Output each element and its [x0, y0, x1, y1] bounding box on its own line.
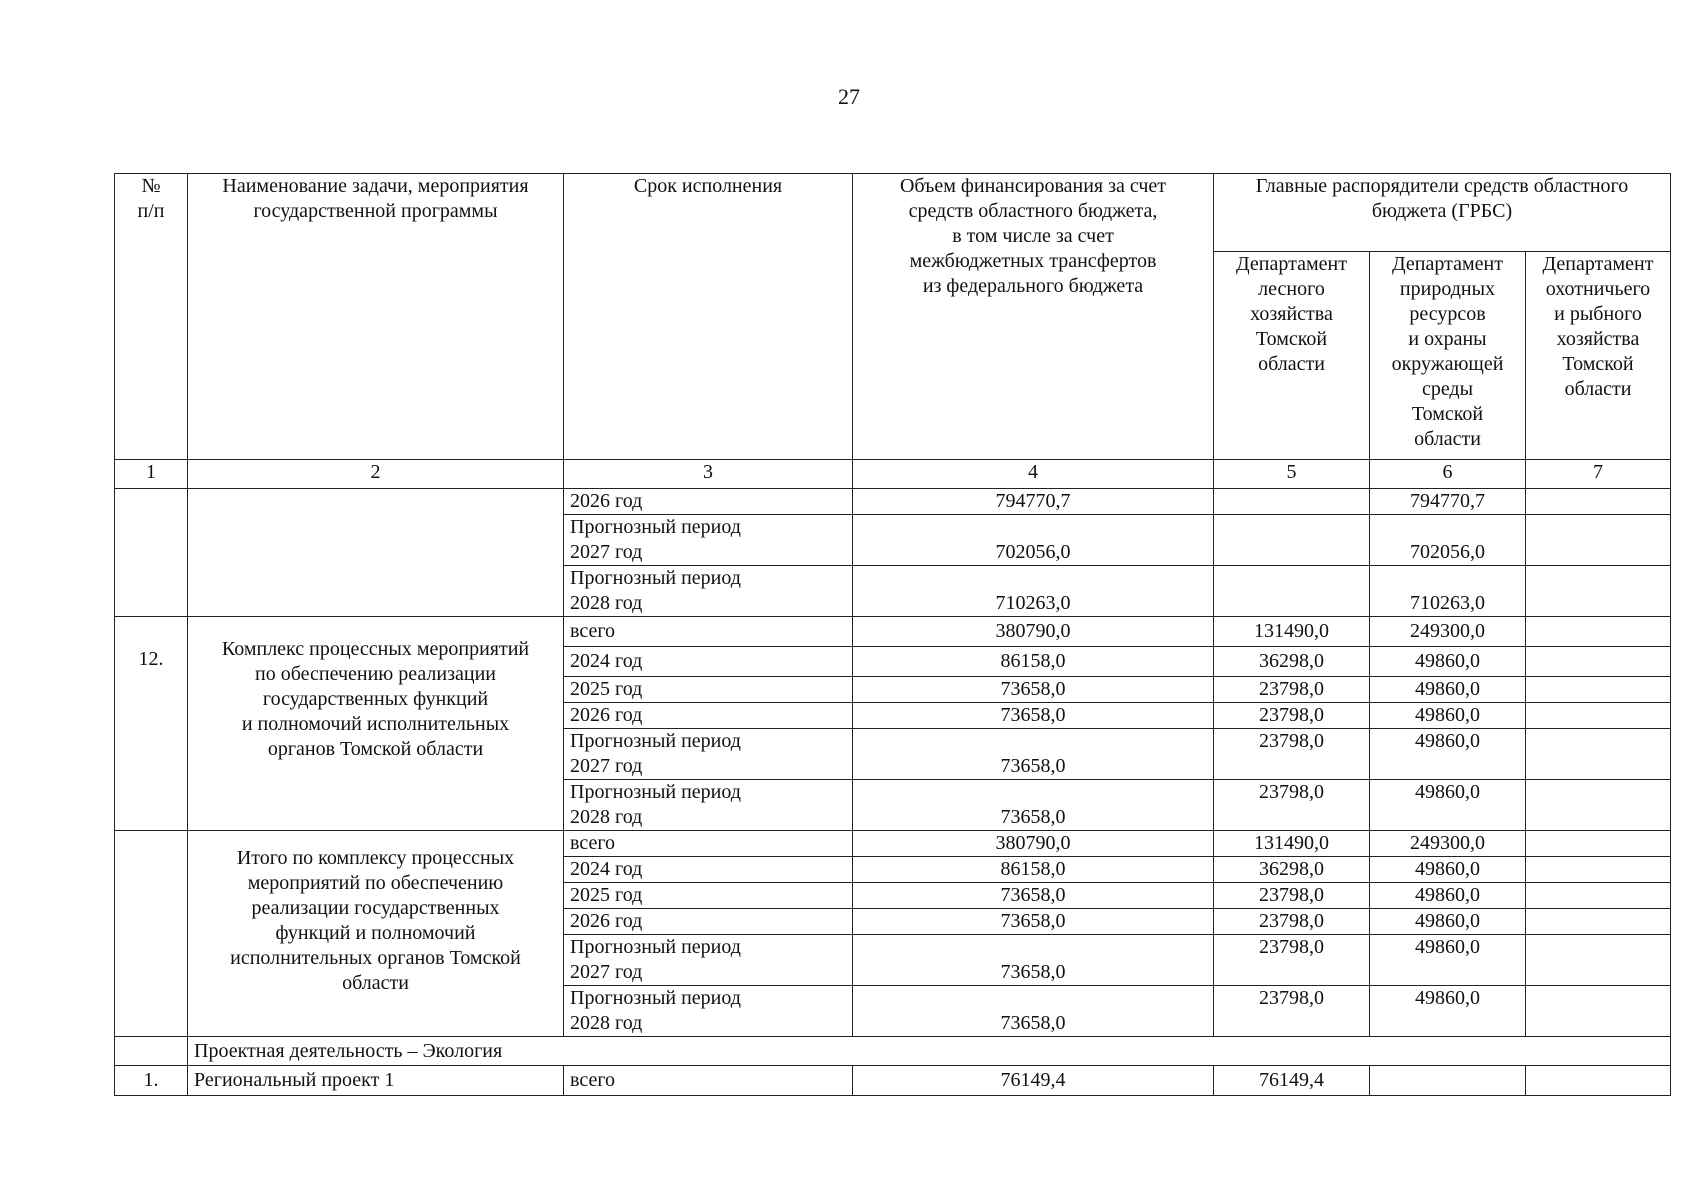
dept-forest-cell: 23798,0	[1214, 935, 1370, 986]
header-funding: Объем финансирования за счет средств областного бюджета, в том числе за счет межбюджетных трансфертов из федерального бюджета	[853, 174, 1214, 460]
dept-forest-cell: 23798,0	[1214, 780, 1370, 831]
column-number: 7	[1526, 460, 1671, 489]
header-row-1	[115, 174, 1671, 252]
period-cell: Прогнозный период 2027 год	[564, 729, 853, 780]
column-number: 4	[853, 460, 1214, 489]
column-number: 6	[1370, 460, 1526, 489]
total-cell: 73658,0	[853, 909, 1214, 935]
dept-hunting-cell	[1526, 935, 1671, 986]
dept-hunting-cell	[1526, 729, 1671, 780]
table-row	[115, 1066, 1671, 1096]
empty-cell	[115, 489, 188, 617]
total-cell: 73658,0	[853, 703, 1214, 729]
column-number: 2	[188, 460, 564, 489]
period-cell: Прогнозный период 2028 год	[564, 986, 853, 1037]
dept-forest-cell: 23798,0	[1214, 883, 1370, 909]
dept-nature-cell: 49860,0	[1370, 986, 1526, 1037]
total-cell: 73658,0	[853, 729, 1214, 780]
dept-nature-cell: 702056,0	[1370, 515, 1526, 566]
empty-cell	[115, 831, 188, 1037]
dept-nature-cell: 794770,7	[1370, 489, 1526, 515]
dept-forest-cell	[1214, 489, 1370, 515]
column-number: 3	[564, 460, 853, 489]
dept-hunting-cell	[1526, 677, 1671, 703]
header-dept-forest: Департамент лесного хозяйства Томской области	[1214, 252, 1370, 460]
period-cell: всего	[564, 831, 853, 857]
dept-hunting-cell	[1526, 647, 1671, 677]
period-cell: Прогнозный период 2028 год	[564, 780, 853, 831]
budget-table	[114, 173, 1671, 1096]
dept-nature-cell: 49860,0	[1370, 883, 1526, 909]
period-cell: Прогнозный период 2028 год	[564, 566, 853, 617]
dept-forest-cell: 76149,4	[1214, 1066, 1370, 1096]
total-cell: 73658,0	[853, 883, 1214, 909]
page-number: 27	[838, 84, 860, 109]
dept-hunting-cell	[1526, 515, 1671, 566]
period-cell: всего	[564, 1066, 853, 1096]
dept-hunting-cell	[1526, 1066, 1671, 1096]
dept-forest-cell: 36298,0	[1214, 857, 1370, 883]
dept-nature-cell: 49860,0	[1370, 703, 1526, 729]
total-cell: 86158,0	[853, 647, 1214, 677]
total-cell: 794770,7	[853, 489, 1214, 515]
dept-hunting-cell	[1526, 780, 1671, 831]
dept-forest-cell: 23798,0	[1214, 909, 1370, 935]
header-dept-nature: Департамент природных ресурсов и охраны окружающей среды Томской области	[1370, 252, 1526, 460]
section-title-row	[115, 1037, 1671, 1066]
total-cell: 86158,0	[853, 857, 1214, 883]
dept-nature-cell: 49860,0	[1370, 935, 1526, 986]
period-cell: 2026 год	[564, 909, 853, 935]
row-number: 1.	[115, 1066, 188, 1096]
dept-hunting-cell	[1526, 566, 1671, 617]
empty-cell	[115, 1037, 188, 1066]
dept-nature-cell: 249300,0	[1370, 617, 1526, 647]
header-dept-hunting: Департамент охотничьего и рыбного хозяйства Томской области	[1526, 252, 1671, 460]
dept-nature-cell: 49860,0	[1370, 909, 1526, 935]
subtotal-name: Итого по комплексу процессных мероприятий по обеспечению реализации государственных функций и полномочий исполнительных органов Томской области	[188, 831, 564, 1037]
header-period: Срок исполнения	[564, 174, 853, 460]
period-cell: всего	[564, 617, 853, 647]
total-cell: 73658,0	[853, 986, 1214, 1037]
dept-nature-cell: 49860,0	[1370, 729, 1526, 780]
dept-nature-cell: 249300,0	[1370, 831, 1526, 857]
table-row	[115, 617, 1671, 647]
header-grbs: Главные распорядители средств областного бюджета (ГРБС)	[1214, 174, 1671, 252]
period-cell: 2025 год	[564, 677, 853, 703]
table-row	[115, 831, 1671, 857]
dept-hunting-cell	[1526, 831, 1671, 857]
period-cell: 2026 год	[564, 489, 853, 515]
dept-hunting-cell	[1526, 857, 1671, 883]
total-cell: 73658,0	[853, 780, 1214, 831]
dept-forest-cell	[1214, 566, 1370, 617]
dept-hunting-cell	[1526, 617, 1671, 647]
dept-forest-cell: 23798,0	[1214, 729, 1370, 780]
dept-hunting-cell	[1526, 703, 1671, 729]
total-cell: 380790,0	[853, 617, 1214, 647]
total-cell: 76149,4	[853, 1066, 1214, 1096]
dept-nature-cell: 710263,0	[1370, 566, 1526, 617]
row-number: 12.	[115, 617, 188, 831]
period-cell: Прогнозный период 2027 год	[564, 515, 853, 566]
dept-forest-cell: 23798,0	[1214, 703, 1370, 729]
dept-nature-cell: 49860,0	[1370, 857, 1526, 883]
dept-forest-cell	[1214, 515, 1370, 566]
column-number: 5	[1214, 460, 1370, 489]
dept-hunting-cell	[1526, 909, 1671, 935]
header-num: № п/п	[115, 174, 188, 460]
dept-hunting-cell	[1526, 489, 1671, 515]
dept-forest-cell: 36298,0	[1214, 647, 1370, 677]
period-cell: 2025 год	[564, 883, 853, 909]
empty-cell	[188, 489, 564, 617]
total-cell: 73658,0	[853, 935, 1214, 986]
period-cell: Прогнозный период 2027 год	[564, 935, 853, 986]
total-cell: 380790,0	[853, 831, 1214, 857]
dept-forest-cell: 23798,0	[1214, 677, 1370, 703]
dept-nature-cell: 49860,0	[1370, 677, 1526, 703]
dept-nature-cell: 49860,0	[1370, 647, 1526, 677]
column-number-row	[115, 460, 1671, 489]
dept-forest-cell: 23798,0	[1214, 986, 1370, 1037]
dept-forest-cell: 131490,0	[1214, 617, 1370, 647]
project-name: Региональный проект 1	[188, 1066, 564, 1096]
header-name: Наименование задачи, мероприятия государственной программы	[188, 174, 564, 460]
total-cell: 73658,0	[853, 677, 1214, 703]
dept-hunting-cell	[1526, 883, 1671, 909]
dept-hunting-cell	[1526, 986, 1671, 1037]
dept-nature-cell: 49860,0	[1370, 780, 1526, 831]
total-cell: 710263,0	[853, 566, 1214, 617]
dept-forest-cell: 131490,0	[1214, 831, 1370, 857]
total-cell: 702056,0	[853, 515, 1214, 566]
activity-name: Комплекс процессных мероприятий по обеспечению реализации государственных функций и полномочий исполнительных органов Томской области	[188, 617, 564, 831]
column-number: 1	[115, 460, 188, 489]
dept-nature-cell	[1370, 1066, 1526, 1096]
period-cell: 2024 год	[564, 647, 853, 677]
period-cell: 2024 год	[564, 857, 853, 883]
section-title: Проектная деятельность – Экология	[188, 1037, 1671, 1066]
table-row	[115, 489, 1671, 515]
period-cell: 2026 год	[564, 703, 853, 729]
